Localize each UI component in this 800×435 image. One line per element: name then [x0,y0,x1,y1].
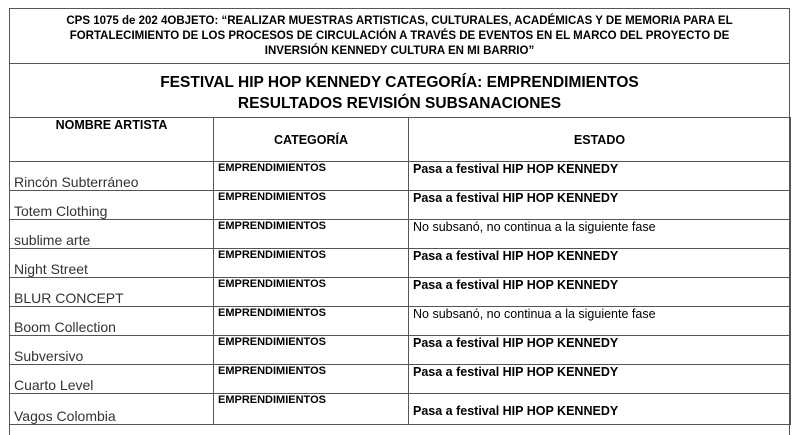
artist-name: Rincón Subterráneo [10,162,214,191]
category-cell: EMPRENDIMIENTOS [214,336,409,365]
artist-name: sublime arte [10,220,214,249]
category-cell: EMPRENDIMIENTOS [214,220,409,249]
artist-name: Cuarto Level [10,365,214,394]
category-cell: EMPRENDIMIENTOS [214,365,409,394]
category-cell: EMPRENDIMIENTOS [214,191,409,220]
results-title: RESULTADOS REVISIÓN SUBSANACIONES [237,95,562,112]
results-table [9,117,791,425]
header-line-3: INVERSIÓN KENNEDY CULTURA EN MI BARRIO” [264,44,535,57]
status-cell: Pasa a festival HIP HOP KENNEDY [409,162,791,191]
table-row [10,249,791,278]
festival-title: FESTIVAL HIP HOP KENNEDY CATEGORÍA: EMPRENDIMIENTOS [160,74,639,91]
table-row [10,220,791,249]
table-row [10,307,791,336]
artist-name: Boom Collection [10,307,214,336]
status-cell: Pasa a festival HIP HOP KENNEDY [409,336,791,365]
category-cell: EMPRENDIMIENTOS [214,162,409,191]
table-row [10,191,791,220]
artist-name: Totem Clothing [10,191,214,220]
category-cell: EMPRENDIMIENTOS [214,394,409,425]
status-cell: Pasa a festival HIP HOP KENNEDY [409,249,791,278]
artist-name: Night Street [10,249,214,278]
column-header-category: CATEGORÍA [214,118,409,162]
table-row [10,394,791,425]
status-cell: Pasa a festival HIP HOP KENNEDY [409,394,791,425]
status-cell: Pasa a festival HIP HOP KENNEDY [409,365,791,394]
status-cell: Pasa a festival HIP HOP KENNEDY [409,278,791,307]
table-header-row [10,118,791,162]
category-cell: EMPRENDIMIENTOS [214,278,409,307]
column-header-artist: NOMBRE ARTISTA [10,118,214,162]
contract-header-text [66,14,732,59]
table-row [10,365,791,394]
table-row [10,336,791,365]
status-cell: No subsanó, no continua a la siguiente fase [409,307,791,336]
category-cell: EMPRENDIMIENTOS [214,249,409,278]
category-cell: EMPRENDIMIENTOS [214,307,409,336]
table-row [10,278,791,307]
artist-name: BLUR CONCEPT [10,278,214,307]
header-line-2: FORTALECIMIENTO DE LOS PROCESOS DE CIRCULACIÓN A TRAVÉS DE EVENTOS EN EL MARCO DEL PROYECTO DE [69,29,730,42]
artist-name: Vagos Colombia [10,394,214,425]
contract-header [9,8,790,64]
artist-name: Subversivo [10,336,214,365]
status-cell: Pasa a festival HIP HOP KENNEDY [409,191,791,220]
status-cell: No subsanó, no continua a la siguiente fase [409,220,791,249]
column-header-status: ESTADO [409,118,791,162]
header-line-1: CPS 1075 de 202 4OBJETO: “REALIZAR MUESTRAS ARTISTICAS, CULTURALES, ACADÉMICAS Y DE MEMORIA PARA EL [66,14,733,27]
table-row [10,162,791,191]
